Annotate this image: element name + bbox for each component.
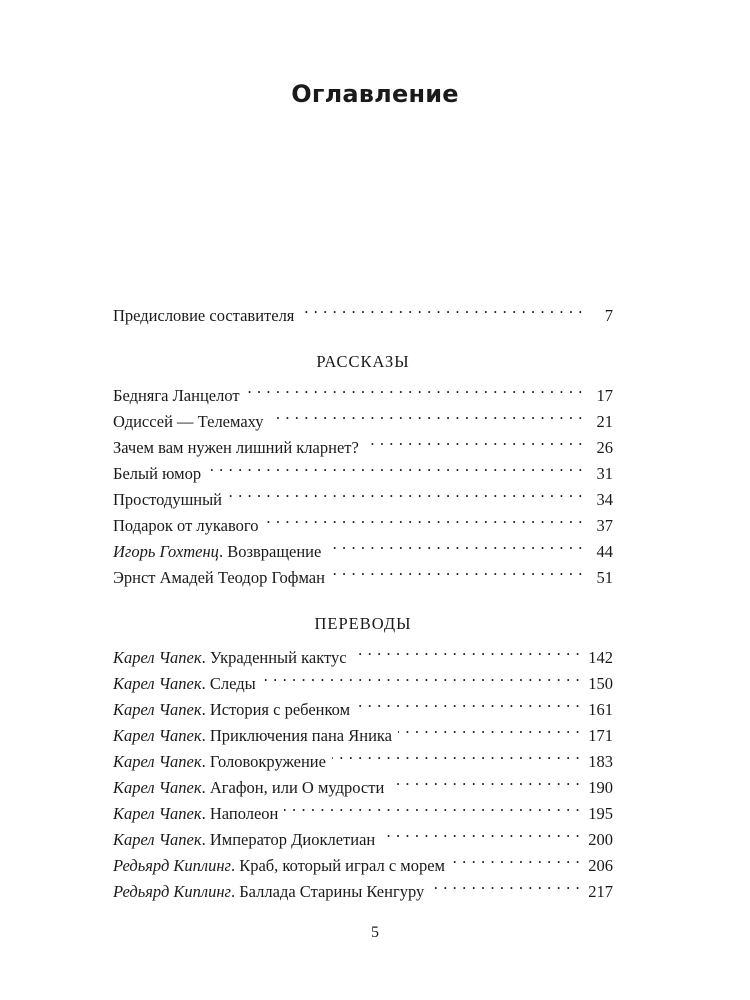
page-title: Оглавление (291, 80, 459, 108)
toc-entry-title (113, 671, 256, 697)
dot-leader (356, 689, 580, 715)
toc-entry-work: Краб, который играл с морем (239, 856, 446, 875)
toc-entry-page: 37 (596, 516, 613, 535)
dot-leader (332, 741, 580, 767)
toc-entry-title (113, 539, 321, 565)
toc-entry-page: 51 (596, 568, 613, 587)
dot-leader (398, 715, 580, 741)
toc-entry-work: Баллада Старины Кенгуру (239, 882, 425, 901)
toc-entry-author: Карел Чапек (113, 674, 202, 693)
toc-entry-page: 34 (596, 490, 613, 509)
toc-entry-title (113, 749, 326, 775)
toc-entry-work: Возвращение (227, 542, 322, 561)
author-separator: . (201, 726, 210, 745)
dot-leader (262, 663, 581, 689)
toc-entry-work: Подарок от лукавого (113, 516, 259, 535)
toc-entry-preface[interactable] (113, 295, 613, 325)
dot-leader (390, 767, 580, 793)
toc-entry-author: Карел Чапек (113, 804, 202, 823)
author-separator: . (230, 856, 240, 875)
dot-leader (381, 819, 580, 845)
toc-entry[interactable] (113, 637, 613, 667)
dot-leader (451, 845, 580, 871)
author-separator: . (201, 752, 210, 771)
author-separator: . (201, 804, 210, 823)
toc-entry-work: Бедняга Ланцелот (113, 386, 240, 405)
toc-entry-work: Приключения пана Яника (209, 726, 392, 745)
dot-leader (228, 479, 583, 505)
toc-entry-title (113, 513, 259, 539)
dot-leader (300, 295, 583, 321)
toc-entry-work: История с ребенком (209, 700, 351, 719)
dot-leader (327, 531, 583, 557)
toc-entry-page: 206 (588, 856, 613, 875)
toc-entry-page: 217 (588, 882, 613, 901)
author-separator: . (230, 882, 240, 901)
toc-entry-work: Одиссей — Телемаху (113, 412, 264, 431)
toc-entry-title (113, 409, 264, 435)
toc-entry-page: 150 (588, 674, 613, 693)
toc-entry-page: 161 (588, 700, 613, 719)
toc-entry-author: Карел Чапек (113, 778, 202, 797)
toc-entry[interactable] (113, 375, 613, 405)
dot-leader (353, 637, 581, 663)
toc-entry-page: 142 (588, 648, 613, 667)
toc-entry-page: 195 (588, 804, 613, 823)
toc-entry-title (113, 565, 325, 591)
toc-entry-author: Карел Чапек (113, 830, 202, 849)
toc-entry-title: Предисловие составителя (113, 306, 295, 325)
toc-entry-title (113, 801, 278, 827)
toc-entry-author: Карел Чапек (113, 752, 202, 771)
author-separator: . (201, 648, 210, 667)
toc-entry-title (113, 879, 424, 905)
toc-entry-author: Редьярд Киплинг (113, 856, 231, 875)
toc-entry-title (113, 853, 445, 879)
toc-entry-work: Зачем вам нужен лишний кларнет? (113, 438, 359, 457)
toc-entry-title (113, 461, 201, 487)
toc-entry-author: Редьярд Киплинг (113, 882, 231, 901)
dot-leader (207, 453, 583, 479)
table-of-contents (113, 295, 613, 901)
author-separator: . (218, 542, 228, 561)
toc-entry-work: Простодушный (113, 490, 223, 509)
toc-entry-page: 31 (596, 464, 613, 483)
toc-sections (113, 349, 613, 901)
author-separator: . (201, 674, 210, 693)
section-heading: РАССКАЗЫ (316, 352, 410, 371)
toc-entry-title (113, 697, 350, 723)
toc-entry-page: 7 (604, 306, 613, 325)
author-separator: . (201, 700, 210, 719)
dot-leader (430, 871, 580, 897)
toc-entry-author: Карел Чапек (113, 726, 202, 745)
toc-entry-title (113, 487, 222, 513)
dot-leader (284, 793, 580, 819)
dot-leader (246, 375, 583, 401)
toc-entry-title (113, 827, 375, 853)
toc-entry-page: 171 (588, 726, 613, 745)
toc-entry-page: 17 (596, 386, 613, 405)
dot-leader (365, 427, 583, 453)
toc-entry-author: Игорь Гохтенц (113, 542, 219, 561)
dot-leader (270, 401, 583, 427)
toc-entry-page: 190 (588, 778, 613, 797)
toc-entry-work: Украденный кактус (209, 648, 347, 667)
section-heading: ПЕРЕВОДЫ (314, 614, 412, 633)
dot-leader (331, 557, 583, 583)
toc-entry-page: 44 (596, 542, 613, 561)
page-number: 5 (371, 924, 379, 941)
toc-entry-author: Карел Чапек (113, 700, 202, 719)
toc-entry-page: 21 (596, 412, 613, 431)
toc-entry-work: Агафон, или О мудрости (209, 778, 385, 797)
toc-entry-work: Эрнст Амадей Теодор Гофман (113, 568, 325, 587)
toc-entry-title (113, 383, 240, 409)
toc-entry-work: Следы (209, 674, 256, 693)
toc-entry-author: Карел Чапек (113, 648, 202, 667)
author-separator: . (201, 830, 210, 849)
toc-entry-page: 26 (596, 438, 613, 457)
toc-entry-work: Головокружение (209, 752, 326, 771)
author-separator: . (201, 778, 210, 797)
toc-entry-work: Белый юмор (113, 464, 202, 483)
toc-entry-work: Наполеон (209, 804, 279, 823)
toc-entry-work: Император Диоклетиан (209, 830, 376, 849)
toc-entry-page: 183 (588, 752, 613, 771)
toc-entry-page: 200 (588, 830, 613, 849)
dot-leader (265, 505, 583, 531)
